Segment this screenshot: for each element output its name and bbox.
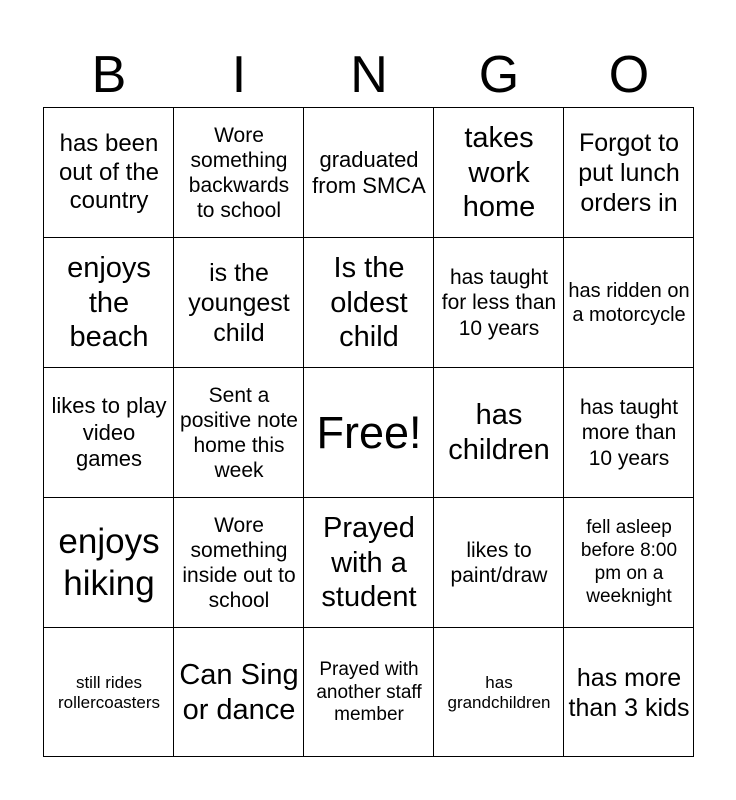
bingo-cell-text: has taught more than 10 years bbox=[579, 396, 679, 470]
bingo-cell[interactable] bbox=[564, 368, 694, 498]
bingo-cell-text: graduated from SMCA bbox=[312, 146, 426, 198]
bingo-cell[interactable] bbox=[304, 628, 434, 758]
bingo-cell-free[interactable] bbox=[304, 368, 434, 498]
bingo-cell-text: has children bbox=[448, 399, 550, 466]
bingo-cell-text: has ridden on a motorcycle bbox=[568, 280, 690, 326]
bingo-cell-text: has grandchildren bbox=[447, 672, 551, 712]
bingo-cell[interactable] bbox=[434, 498, 564, 628]
header-letter-b: B bbox=[91, 46, 127, 104]
bingo-cell[interactable] bbox=[44, 498, 174, 628]
bingo-cell[interactable] bbox=[434, 238, 564, 368]
bingo-cell-text: Wore something backwards to school bbox=[188, 123, 290, 223]
bingo-cell[interactable] bbox=[564, 498, 694, 628]
bingo-cell-text: Sent a positive note home this week bbox=[180, 383, 298, 483]
bingo-cell[interactable] bbox=[434, 368, 564, 498]
bingo-cell[interactable] bbox=[44, 628, 174, 758]
bingo-cell-text: likes to play video games bbox=[51, 393, 167, 472]
header-letter-i: I bbox=[231, 46, 247, 104]
bingo-grid bbox=[43, 107, 694, 757]
bingo-cell[interactable] bbox=[44, 108, 174, 238]
bingo-cell-text: has been out of the country bbox=[58, 129, 160, 215]
bingo-cell[interactable] bbox=[174, 368, 304, 498]
bingo-cell[interactable] bbox=[304, 108, 434, 238]
bingo-cell-text: enjoys hiking bbox=[58, 522, 160, 603]
bingo-cell-text: still rides rollercoasters bbox=[57, 672, 161, 712]
bingo-cell-text: has more than 3 kids bbox=[568, 664, 690, 722]
bingo-cell[interactable] bbox=[304, 498, 434, 628]
header-letter-o: O bbox=[608, 46, 650, 104]
bingo-cell[interactable] bbox=[174, 498, 304, 628]
bingo-cell[interactable] bbox=[174, 628, 304, 758]
bingo-cell[interactable] bbox=[44, 368, 174, 498]
bingo-cell[interactable] bbox=[564, 108, 694, 238]
bingo-cell-text: Prayed with a student bbox=[321, 511, 417, 614]
bingo-cell-text: has taught for less than 10 years bbox=[441, 266, 557, 340]
bingo-cell-text: likes to paint/draw bbox=[450, 538, 548, 587]
bingo-cell-text: is the youngest child bbox=[188, 259, 290, 347]
bingo-cell[interactable] bbox=[174, 108, 304, 238]
bingo-cell-text: Prayed with another staff member bbox=[316, 658, 422, 726]
bingo-cell[interactable] bbox=[434, 108, 564, 238]
bingo-cell-text: Can Sing or dance bbox=[179, 659, 299, 726]
bingo-cell-text: takes work home bbox=[462, 121, 536, 224]
bingo-cell-text: Is the oldest child bbox=[330, 251, 408, 354]
bingo-cell-text: Wore something inside out to school bbox=[182, 513, 296, 613]
header-letter-g: G bbox=[478, 46, 520, 104]
bingo-cell-text: enjoys the beach bbox=[67, 251, 151, 354]
bingo-cell[interactable] bbox=[44, 238, 174, 368]
bingo-cell[interactable] bbox=[174, 238, 304, 368]
bingo-cell[interactable] bbox=[434, 628, 564, 758]
bingo-cell[interactable] bbox=[564, 628, 694, 758]
header-letter-n: N bbox=[350, 46, 388, 104]
bingo-cell[interactable] bbox=[304, 238, 434, 368]
bingo-cell[interactable] bbox=[564, 238, 694, 368]
bingo-header bbox=[44, 44, 694, 106]
bingo-cell-text: fell asleep before 8:00 pm on a weeknight bbox=[580, 517, 678, 607]
bingo-cell-text: Forgot to put lunch orders in bbox=[578, 129, 680, 217]
bingo-cell-text: Free! bbox=[316, 407, 422, 458]
